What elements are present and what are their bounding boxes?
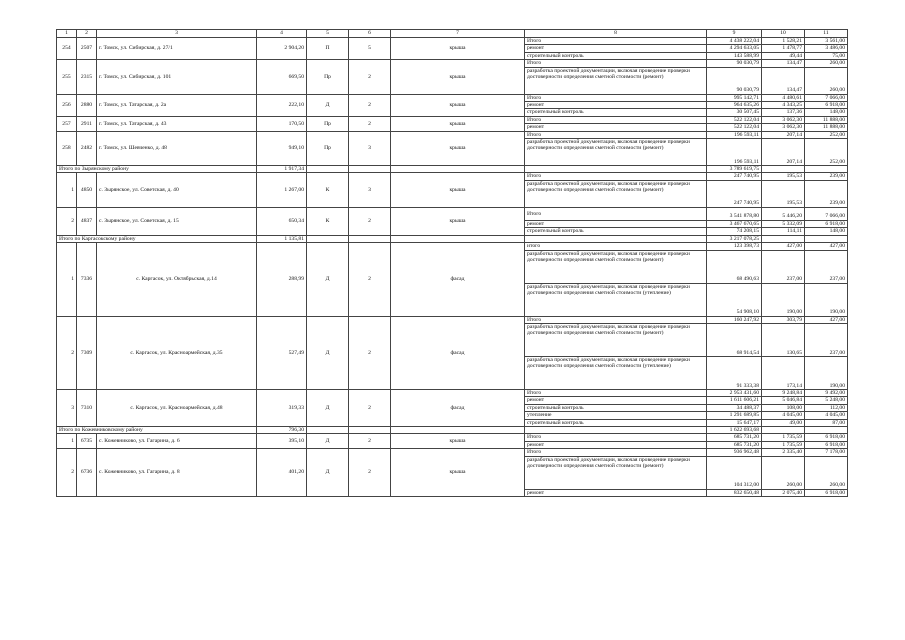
work-kind: строительный контроль <box>525 228 707 235</box>
unit-cost: 190,00 <box>762 283 805 316</box>
building-type: Д <box>307 94 349 116</box>
cost: 522 122,04 <box>707 124 762 131</box>
area: 170,50 <box>257 116 307 131</box>
area: 288,99 <box>257 243 307 316</box>
unit-cost: 1 735,59 <box>762 441 805 448</box>
limit-cost: 190,00 <box>805 356 848 389</box>
district-total-area: 1 917,34 <box>257 166 307 173</box>
col-number: 6 <box>349 30 391 38</box>
unit-cost: 3 062,30 <box>762 116 805 123</box>
cost: 143 588,99 <box>707 52 762 59</box>
limit-cost: 252,00 <box>805 139 848 166</box>
work-kind: Итого <box>525 131 707 138</box>
limit-cost: 252,00 <box>805 131 848 138</box>
work-kind: Итого <box>525 116 707 123</box>
address: с. Каргасок, ул. Красноармейская, д.48 <box>97 389 257 426</box>
row-number: 2 <box>57 207 77 235</box>
floors: 2 <box>349 434 391 449</box>
table-row <box>57 389 848 396</box>
work-kind: разработка проектной документации, включая проведение проверки достоверности определения сметной стоимости (утепление) <box>525 356 707 389</box>
unit-cost: 1 528,21 <box>762 38 805 45</box>
cost: 685 731,20 <box>707 441 762 448</box>
cost: 3 541 878,80 <box>707 207 762 220</box>
limit-cost: 3 486,00 <box>805 45 848 52</box>
floors: 2 <box>349 60 391 94</box>
floors: 3 <box>349 173 391 207</box>
area: 650,34 <box>257 207 307 235</box>
area: 527,49 <box>257 316 307 389</box>
table-row <box>57 434 848 441</box>
work-kind: разработка проектной документации, включая проведение проверки достоверности определения сметной стоимости (утепление) <box>525 283 707 316</box>
cost: 247 740,95 <box>707 180 762 207</box>
unit-cost: 207,14 <box>762 139 805 166</box>
limit-cost: 427,00 <box>805 243 848 250</box>
district-total-area: 1 135,81 <box>257 235 307 242</box>
col-number: 11 <box>805 30 848 38</box>
row-number: 3 <box>57 389 77 426</box>
house-code: 6735 <box>77 434 97 449</box>
area: 395,10 <box>257 434 307 449</box>
work-object: крыша <box>391 94 525 116</box>
work-object: крыша <box>391 207 525 235</box>
limit-cost: 7 178,00 <box>805 449 848 456</box>
district-total-label: Итого по Каргасокскому району <box>57 235 257 242</box>
work-kind: разработка проектной документации, включая проведение проверки достоверности определения сметной стоимости (ремонт) <box>525 323 707 356</box>
unit-cost: 114,11 <box>762 228 805 235</box>
unit-cost: 427,00 <box>762 243 805 250</box>
work-kind: Итого <box>525 94 707 101</box>
col-number: 7 <box>391 30 525 38</box>
district-total-row <box>57 166 848 173</box>
unit-cost: 1 478,77 <box>762 45 805 52</box>
cost: 104 312,00 <box>707 456 762 489</box>
col-number: 5 <box>307 30 349 38</box>
limit-cost: 260,00 <box>805 60 848 67</box>
cost: 936 962,48 <box>707 449 762 456</box>
work-kind: ремонт <box>525 489 707 496</box>
limit-cost: 260,00 <box>805 456 848 489</box>
district-total-label: Итого по Зырянскому району <box>57 166 257 173</box>
cost: 90 030,79 <box>707 60 762 67</box>
row-number: 258 <box>57 131 77 165</box>
unit-cost: 237,00 <box>762 250 805 283</box>
table-row <box>57 38 848 45</box>
cost: 832 650,48 <box>707 489 762 496</box>
work-kind: ремонт <box>525 397 707 404</box>
cost: 685 731,20 <box>707 434 762 441</box>
building-type: П <box>307 38 349 60</box>
floors: 3 <box>349 131 391 165</box>
address: с. Кожевниково, ул. Гагарина, д. 6 <box>97 434 257 449</box>
unit-cost: 4 480,61 <box>762 94 805 101</box>
work-object: крыша <box>391 434 525 449</box>
work-kind: строительный контроль <box>525 52 707 59</box>
district-total-row <box>57 426 848 433</box>
house-code: 7336 <box>77 243 97 316</box>
work-kind: итого <box>525 243 707 250</box>
limit-cost: 7 066,00 <box>805 94 848 101</box>
work-kind: разработка проектной документации, включая проведение проверки достоверности определения сметной стоимости (ремонт) <box>525 456 707 489</box>
house-code: 6736 <box>77 449 97 497</box>
address: с. Зырянское, ул. Советская, д. 15 <box>97 207 257 235</box>
cost: 196 593,11 <box>707 131 762 138</box>
row-number: 2 <box>57 316 77 389</box>
table-row <box>57 207 848 220</box>
work-object: крыша <box>391 38 525 60</box>
work-kind: Итого <box>525 316 707 323</box>
building-type: Пр <box>307 131 349 165</box>
row-number: 1 <box>57 173 77 207</box>
house-code: 4837 <box>77 207 97 235</box>
address: с. Каргасок, ул. Октябрьская, д.14 <box>97 243 257 316</box>
work-kind: Итого <box>525 60 707 67</box>
table-row <box>57 449 848 456</box>
unit-cost: 134,47 <box>762 67 805 94</box>
limit-cost: 5 248,00 <box>805 397 848 404</box>
col-number: 10 <box>762 30 805 38</box>
work-object: крыша <box>391 131 525 165</box>
cost: 522 122,04 <box>707 116 762 123</box>
work-kind: ремонт <box>525 441 707 448</box>
area: 222,10 <box>257 94 307 116</box>
work-object: фасад <box>391 243 525 316</box>
unit-cost: 3 062,30 <box>762 124 805 131</box>
col-number: 3 <box>97 30 257 38</box>
cost: 68 490,63 <box>707 250 762 283</box>
work-object: фасад <box>391 389 525 426</box>
cost: 1 291 689,85 <box>707 412 762 419</box>
limit-cost: 87,00 <box>805 419 848 426</box>
repair-registry-table <box>56 29 848 497</box>
floors: 2 <box>349 316 391 389</box>
address: г. Томск, ул. Татарская, д. 43 <box>97 116 257 131</box>
building-type: Пр <box>307 116 349 131</box>
cost: 160 247,92 <box>707 316 762 323</box>
floors: 2 <box>349 449 391 497</box>
table-row <box>57 173 848 180</box>
work-kind: Итого <box>525 434 707 441</box>
work-kind: ремонт <box>525 220 707 227</box>
work-kind: ремонт <box>525 102 707 109</box>
cost: 68 914,54 <box>707 323 762 356</box>
limit-cost: 6 918,00 <box>805 434 848 441</box>
cost: 196 593,11 <box>707 139 762 166</box>
house-code: 2880 <box>77 94 97 116</box>
work-object: крыша <box>391 173 525 207</box>
house-code: 2482 <box>77 131 97 165</box>
limit-cost: 260,00 <box>805 67 848 94</box>
unit-cost: 108,00 <box>762 404 805 411</box>
cost: 34 488,37 <box>707 404 762 411</box>
work-kind: утепление <box>525 412 707 419</box>
work-object: крыша <box>391 116 525 131</box>
limit-cost: 148,00 <box>805 109 848 116</box>
limit-cost: 6 918,00 <box>805 220 848 227</box>
unit-cost: 49,44 <box>762 52 805 59</box>
unit-cost: 1 735,59 <box>762 434 805 441</box>
table-row <box>57 60 848 67</box>
house-code: 4850 <box>77 173 97 207</box>
unit-cost: 173,14 <box>762 356 805 389</box>
area: 1 267,00 <box>257 173 307 207</box>
house-code: 7310 <box>77 389 97 426</box>
work-kind: Итого <box>525 173 707 180</box>
building-type: К <box>307 207 349 235</box>
building-type: Д <box>307 434 349 449</box>
work-kind: строительный контроль <box>525 109 707 116</box>
cost: 964 635,26 <box>707 102 762 109</box>
address: г. Томск, ул. Шевченко, д. 48 <box>97 131 257 165</box>
unit-cost: 5 332,09 <box>762 220 805 227</box>
limit-cost: 7 066,00 <box>805 207 848 220</box>
cost: 2 953 431,60 <box>707 389 762 396</box>
limit-cost: 3 561,00 <box>805 38 848 45</box>
unit-cost: 5 446,20 <box>762 207 805 220</box>
unit-cost: 49,00 <box>762 419 805 426</box>
work-kind: Итого <box>525 389 707 396</box>
limit-cost: 239,00 <box>805 180 848 207</box>
col-number: 2 <box>77 30 97 38</box>
unit-cost: 9 248,84 <box>762 389 805 396</box>
address: с. Кожевниково, ул. Гагарина, д. 8 <box>97 449 257 497</box>
row-number: 255 <box>57 60 77 94</box>
unit-cost: 130,65 <box>762 323 805 356</box>
unit-cost: 2 075,40 <box>762 489 805 496</box>
address: г. Томск, ул. Татарская, д. 2а <box>97 94 257 116</box>
area: 2 904,20 <box>257 38 307 60</box>
work-kind: Итого <box>525 38 707 45</box>
house-code: 2911 <box>77 116 97 131</box>
table-row <box>57 131 848 138</box>
limit-cost: 239,00 <box>805 173 848 180</box>
limit-cost: 112,00 <box>805 404 848 411</box>
cost: 995 142,71 <box>707 94 762 101</box>
table-row <box>57 94 848 101</box>
row-number: 2 <box>57 449 77 497</box>
unit-cost: 2 335,40 <box>762 449 805 456</box>
work-kind: разработка проектной документации, включая проведение проверки достоверности определения сметной стоимости (ремонт) <box>525 139 707 166</box>
limit-cost: 427,00 <box>805 316 848 323</box>
work-kind: ремонт <box>525 45 707 52</box>
registry-sheet <box>56 29 848 497</box>
table-row <box>57 316 848 323</box>
work-object: крыша <box>391 60 525 94</box>
column-number-row <box>57 30 848 38</box>
unit-cost: 4 343,25 <box>762 102 805 109</box>
building-type: Д <box>307 389 349 426</box>
district-total-area: 796,30 <box>257 426 307 433</box>
cost: 74 208,15 <box>707 228 762 235</box>
unit-cost: 4 045,00 <box>762 412 805 419</box>
building-type: Пр <box>307 60 349 94</box>
row-number: 1 <box>57 243 77 316</box>
building-type: Д <box>307 316 349 389</box>
address: с. Каргасок, ул. Красноармейская, д.35 <box>97 316 257 389</box>
table-row <box>57 116 848 123</box>
cost: 30 507,45 <box>707 109 762 116</box>
limit-cost: 6 918,00 <box>805 489 848 496</box>
building-type: Д <box>307 449 349 497</box>
col-number: 9 <box>707 30 762 38</box>
building-type: Д <box>307 243 349 316</box>
unit-cost: 260,00 <box>762 456 805 489</box>
limit-cost: 11 888,00 <box>805 116 848 123</box>
limit-cost: 237,00 <box>805 250 848 283</box>
district-total-cost: 3 217 078,25 <box>707 235 762 242</box>
row-number: 1 <box>57 434 77 449</box>
address: г. Томск, ул. Сибирская, д. 27/1 <box>97 38 257 60</box>
floors: 2 <box>349 207 391 235</box>
floors: 2 <box>349 243 391 316</box>
work-kind: Итого <box>525 449 707 456</box>
unit-cost: 195,53 <box>762 173 805 180</box>
col-number: 1 <box>57 30 77 38</box>
unit-cost: 195,53 <box>762 180 805 207</box>
limit-cost: 6 918,00 <box>805 441 848 448</box>
row-number: 257 <box>57 116 77 131</box>
work-object: фасад <box>391 316 525 389</box>
col-number: 4 <box>257 30 307 38</box>
cost: 91 333,38 <box>707 356 762 389</box>
limit-cost: 4 045,00 <box>805 412 848 419</box>
floors: 2 <box>349 94 391 116</box>
building-type: К <box>307 173 349 207</box>
work-kind: разработка проектной документации, включая проведение проверки достоверности определения сметной стоимости (ремонт) <box>525 180 707 207</box>
work-kind: строительный контроль <box>525 404 707 411</box>
area: 319,33 <box>257 389 307 426</box>
floors: 2 <box>349 389 391 426</box>
limit-cost: 148,00 <box>805 228 848 235</box>
house-code: 2507 <box>77 38 97 60</box>
table-row <box>57 243 848 250</box>
area: 401,20 <box>257 449 307 497</box>
col-number: 8 <box>525 30 707 38</box>
area: 669,50 <box>257 60 307 94</box>
work-object: крыша <box>391 449 525 497</box>
work-kind: строительный контроль <box>525 419 707 426</box>
cost: 123 398,73 <box>707 243 762 250</box>
district-total-label: Итого по Кожевниковскому району <box>57 426 257 433</box>
district-total-cost: 3 789 619,75 <box>707 166 762 173</box>
cost: 3 467 670,65 <box>707 220 762 227</box>
address: г. Томск, ул. Сибирская, д. 101 <box>97 60 257 94</box>
house-code: 7309 <box>77 316 97 389</box>
work-kind: Итого <box>525 207 707 220</box>
cost: 54 908,10 <box>707 283 762 316</box>
work-kind: ремонт <box>525 124 707 131</box>
area: 949,10 <box>257 131 307 165</box>
row-number: 254 <box>57 38 77 60</box>
cost: 4 294 633,05 <box>707 45 762 52</box>
limit-cost: 190,00 <box>805 283 848 316</box>
limit-cost: 9 492,00 <box>805 389 848 396</box>
unit-cost: 137,36 <box>762 109 805 116</box>
unit-cost: 303,79 <box>762 316 805 323</box>
cost: 1 611 606,21 <box>707 397 762 404</box>
house-code: 2315 <box>77 60 97 94</box>
unit-cost: 5 046,84 <box>762 397 805 404</box>
address: с. Зырянское, ул. Советская, д. 40 <box>97 173 257 207</box>
cost: 4 438 222,04 <box>707 38 762 45</box>
floors: 2 <box>349 116 391 131</box>
unit-cost: 207,14 <box>762 131 805 138</box>
district-total-row <box>57 235 848 242</box>
limit-cost: 75,00 <box>805 52 848 59</box>
row-number: 256 <box>57 94 77 116</box>
cost: 247 740,95 <box>707 173 762 180</box>
district-total-cost: 1 622 693,68 <box>707 426 762 433</box>
limit-cost: 11 888,00 <box>805 124 848 131</box>
cost: 90 030,79 <box>707 67 762 94</box>
work-kind: разработка проектной документации, включая проведение проверки достоверности определения сметной стоимости (ремонт) <box>525 250 707 283</box>
limit-cost: 237,00 <box>805 323 848 356</box>
work-kind: разработка проектной документации, включая проведение проверки достоверности определения сметной стоимости (ремонт) <box>525 67 707 94</box>
cost: 15 647,17 <box>707 419 762 426</box>
limit-cost: 6 918,00 <box>805 102 848 109</box>
floors: 5 <box>349 38 391 60</box>
unit-cost: 134,47 <box>762 60 805 67</box>
